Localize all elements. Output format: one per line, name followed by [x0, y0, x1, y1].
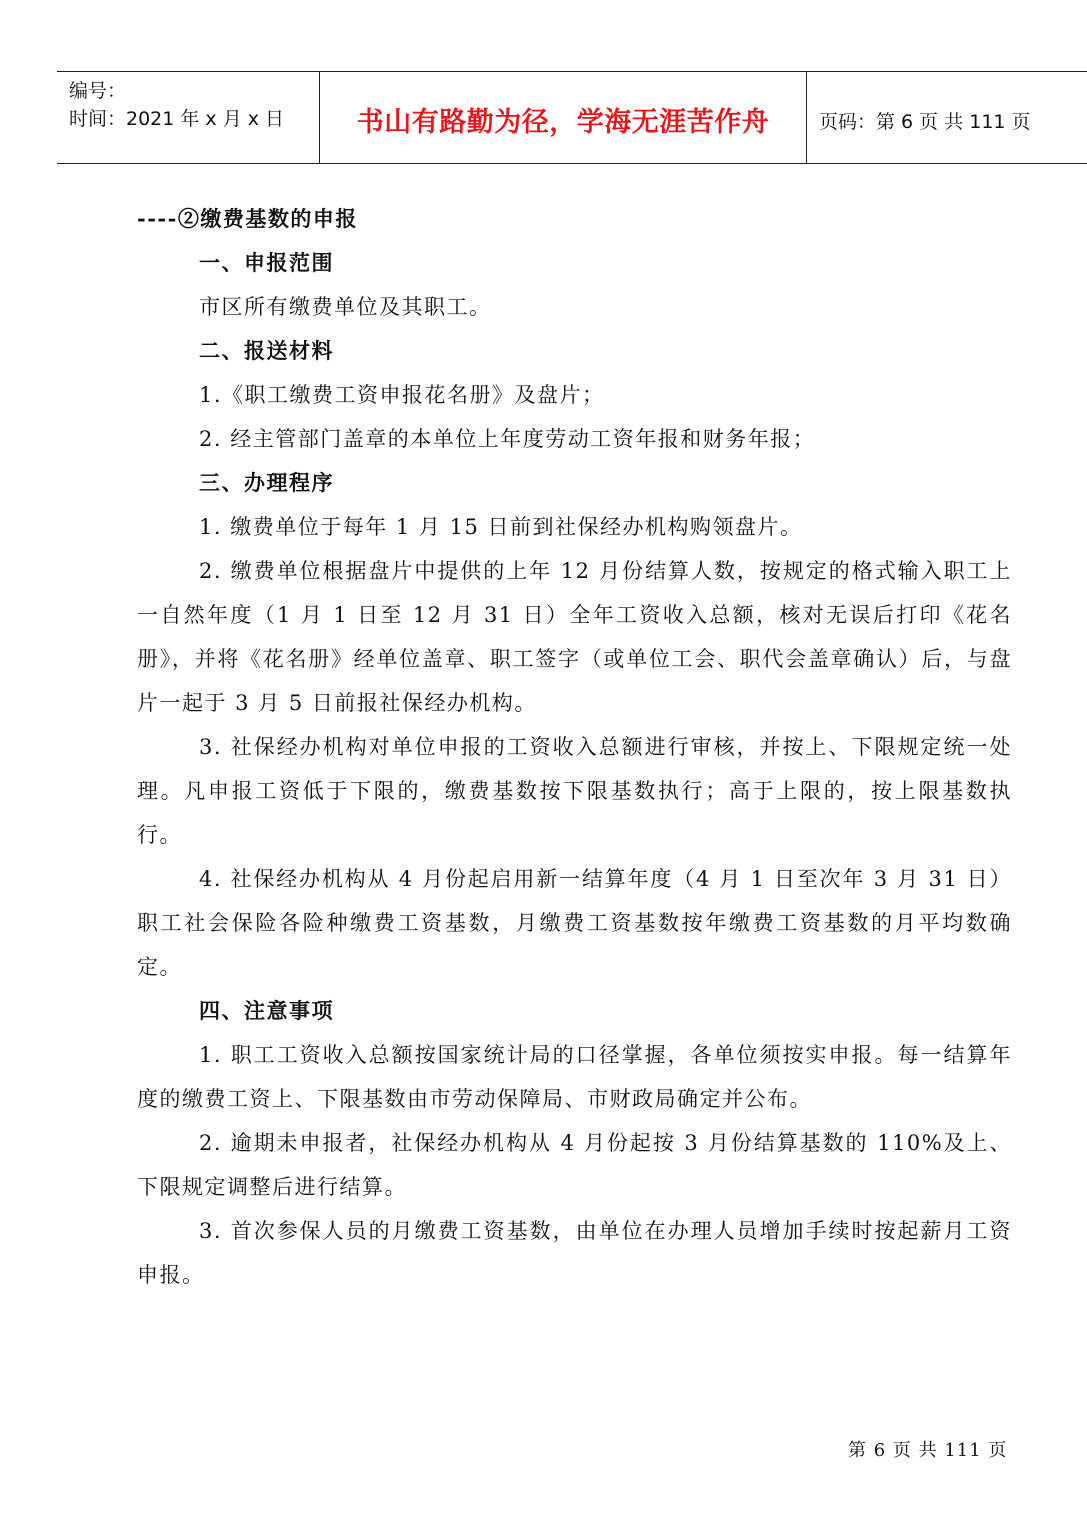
notes-item: 2. 逾期未申报者，社保经办机构从 4 月份起按 3 月份结算基数的 110%及上、下限规定调整后进行结算。: [137, 1131, 1012, 1199]
procedure-item: 1. 缴费单位于每年 1 月 15 日前到社保经办机构购领盘片。: [199, 515, 803, 539]
header-page-info: 页码：第 6 页 共 111 页: [819, 111, 1031, 133]
page-footer-number: 第 6 页 共 111 页: [848, 1440, 1008, 1461]
section-scope-text: 市区所有缴费单位及其职工。: [199, 295, 492, 319]
document-time-label: 时间：2021 年 x 月 x 日: [69, 108, 285, 130]
document-code-label: 编号：: [69, 80, 127, 102]
procedure-item: 4. 社保经办机构从 4 月份起启用新一结算年度（4 月 1 日至次年 3 月 31 日）职工社会保险各险种缴费工资基数，月缴费工资基数按年缴费工资基数的月平均数确定。: [137, 867, 1012, 979]
materials-item: 1.《职工缴费工资申报花名册》及盘片；: [199, 383, 605, 407]
section-heading-materials: 二、报送材料: [199, 338, 334, 363]
document-title: ----②缴费基数的申报: [137, 206, 358, 231]
section-heading-procedure: 三、办理程序: [199, 470, 334, 495]
procedure-item: 2. 缴费单位根据盘片中提供的上年 12 月份结算人数，按规定的格式输入职工上一自然年度（1 月 1 日至 12 月 31 日）全年工资收入总额，核对无误后打印《花名册》，并将《花名册》经单位盖章、职工签字（或单位工会、职代会盖章确认）后，与盘片一起于 3 月 5 日前报社保经办机构。: [137, 559, 1012, 715]
procedure-item: 3. 社保经办机构对单位申报的工资收入总额进行审核，并按上、下限规定统一处理。凡申报工资低于下限的，缴费基数按下限基数执行；高于上限的，按上限基数执行。: [137, 735, 1012, 847]
header-divider-right: [806, 72, 807, 163]
section-heading-scope: 一、申报范围: [199, 250, 334, 275]
notes-item: 1. 职工工资收入总额按国家统计局的口径掌握，各单位须按实申报。每一结算年度的缴费工资上、下限基数由市劳动保障局、市财政局确定并公布。: [137, 1043, 1012, 1111]
page-header: [57, 71, 1087, 164]
notes-item: 3. 首次参保人员的月缴费工资基数，由单位在办理人员增加手续时按起薪月工资申报。: [137, 1219, 1012, 1287]
materials-item: 2. 经主管部门盖章的本单位上年度劳动工资年报和财务年报；: [199, 427, 816, 451]
document-body: [137, 197, 1012, 1297]
header-slogan: 书山有路勤为径，学海无涯苦作舟: [356, 107, 770, 138]
section-heading-notes: 四、注意事项: [199, 998, 334, 1023]
